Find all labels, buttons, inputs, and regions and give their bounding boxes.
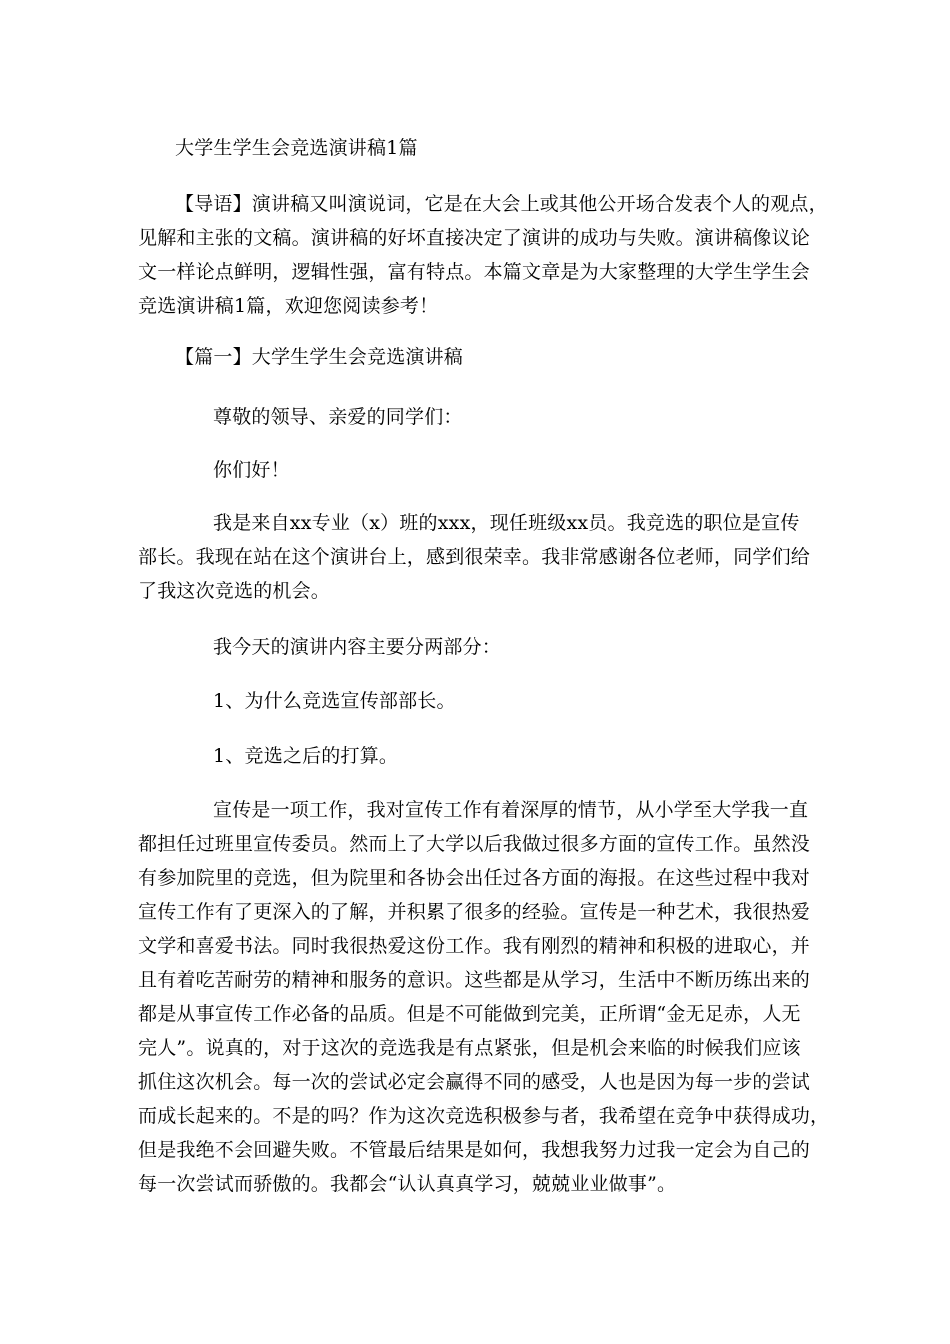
paragraph-line: 我是来自xx专业（x）班的xxx，现任班级xx员。我竞选的职位是宣传	[213, 512, 800, 534]
intro-line: 文一样论点鲜明，逻辑性强，富有特点。本篇文章是为大家整理的大学生学生会	[138, 261, 811, 283]
paragraph-line: 而成长起来的。不是的吗？作为这次竞选积极参与者，我希望在竞争中获得成功，	[138, 1105, 830, 1127]
paragraph-line: 抓住这次机会。每一次的尝试必定会赢得不同的感受，人也是因为每一步的尝试	[138, 1071, 811, 1093]
intro-line: 见解和主张的文稿。演讲稿的好坏直接决定了演讲的成功与失败。演讲稿像议论	[138, 227, 811, 249]
list-item: 1、竞选之后的打算。	[213, 745, 399, 767]
paragraph-line: 完人”。说真的，对于这次的竞选我是有点紧张，但是机会来临的时候我们应该	[138, 1037, 801, 1059]
document-title: 大学生学生会竞选演讲稿1篇	[175, 137, 418, 159]
paragraph-line: 且有着吃苦耐劳的精神和服务的意识。这些都是从学习，生活中不断历练出来的	[138, 969, 811, 991]
paragraph-line: 部长。我现在站在这个演讲台上，感到很荣幸。我非常感谢各位老师，同学们给	[138, 546, 811, 568]
salutation: 尊敬的领导、亲爱的同学们：	[213, 406, 463, 428]
list-item: 1、为什么竞选宣传部部长。	[213, 690, 456, 712]
paragraph-line: 但是我绝不会回避失败。不管最后结果是如何，我想我努力过我一定会为自己的	[138, 1139, 811, 1161]
paragraph-line: 了我这次竞选的机会。	[138, 580, 331, 602]
greeting: 你们好！	[213, 459, 290, 481]
paragraph-line: 都担任过班里宣传委员。然而上了大学以后我做过很多方面的宣传工作。虽然没	[138, 833, 811, 855]
paragraph-outline: 我今天的演讲内容主要分两部分：	[213, 636, 502, 658]
paragraph-line: 宣传工作有了更深入的了解，并积累了很多的经验。宣传是一种艺术，我很热爱	[138, 901, 811, 923]
intro-line: 竞选演讲稿1篇，欢迎您阅读参考！	[138, 295, 439, 317]
paragraph-line: 有参加院里的竞选，但为院里和各协会出任过各方面的海报。在这些过程中我对	[138, 867, 811, 889]
paragraph-line: 文学和喜爱书法。同时我很热爱这份工作。我有刚烈的精神和积极的进取心，并	[138, 935, 811, 957]
paragraph-line: 每一次尝试而骄傲的。我都会“认认真真学习，兢兢业业做事”。	[138, 1173, 677, 1195]
intro-line: 【导语】演讲稿又叫演说词，它是在大会上或其他公开场合发表个人的观点，	[175, 193, 828, 215]
paragraph-line: 宣传是一项工作，我对宣传工作有着深厚的情节，从小学至大学我一直	[213, 799, 809, 821]
paragraph-line: 都是从事宣传工作必备的品质。但是不可能做到完美，正所谓“金无足赤，人无	[138, 1003, 801, 1025]
section-heading: 【篇一】大学生学生会竞选演讲稿	[175, 346, 464, 368]
